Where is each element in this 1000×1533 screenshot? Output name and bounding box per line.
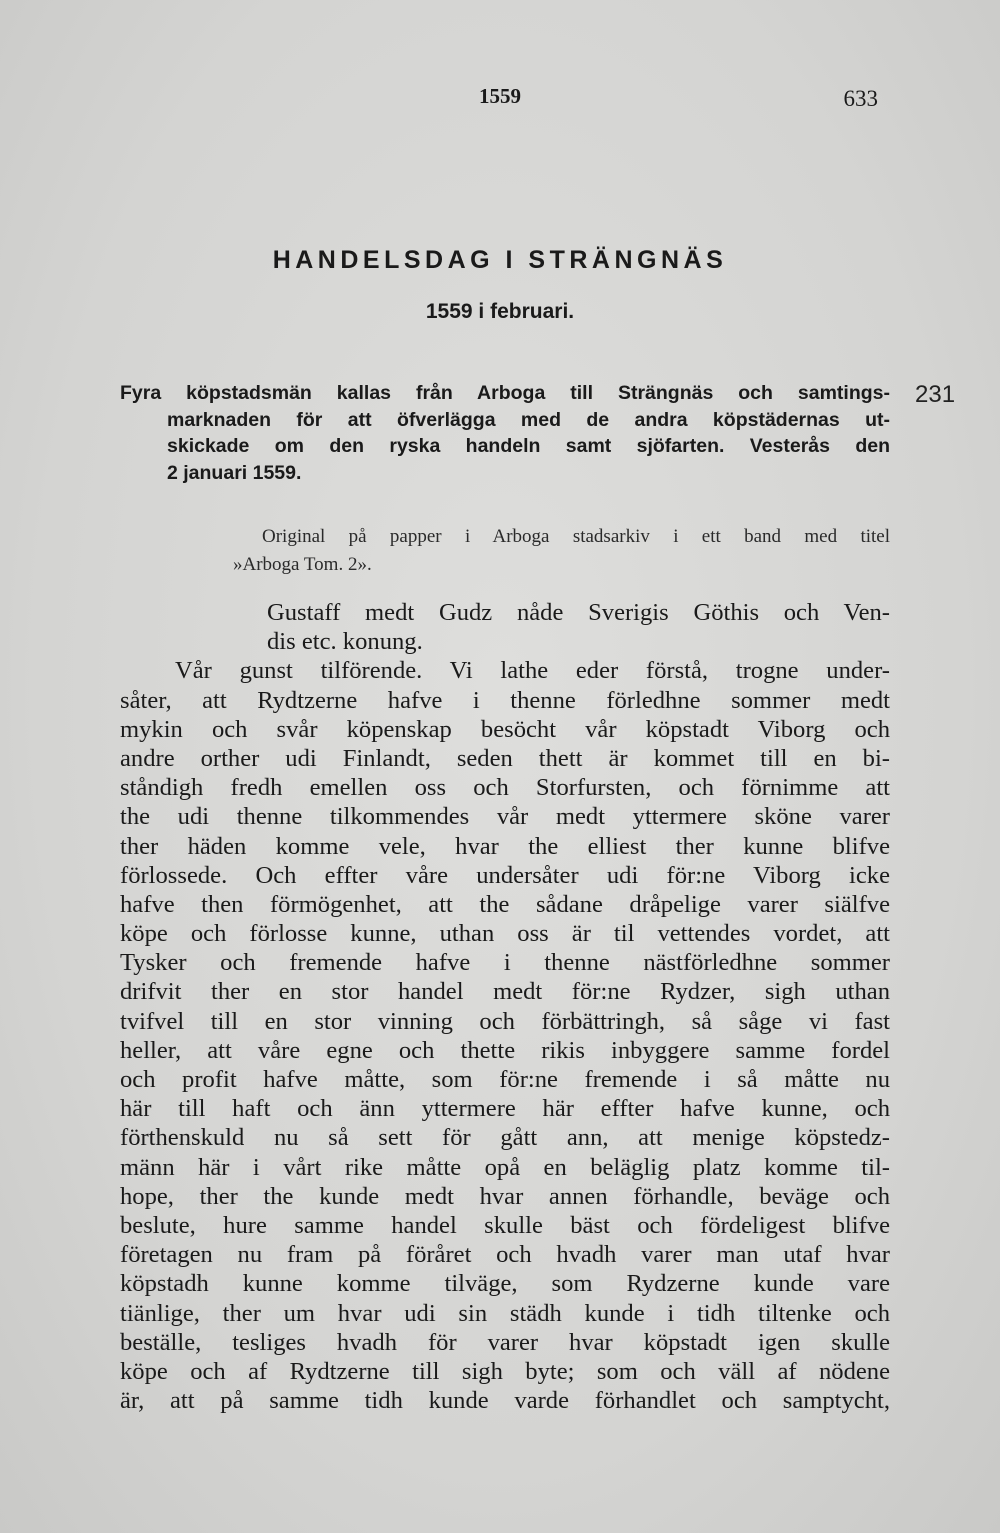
body-line: tiänlige, ther um hvar udi sin städh kunde i tidh tiltenke och [120,1299,890,1327]
body-line: andre orther udi Finlandt, seden thett är kommet till en bi- [120,744,890,772]
body-line: företagen nu fram på föråret och hvadh varer man utaf hvar [120,1241,890,1269]
document-number: 231 [915,381,956,408]
body-line: köpe och af Rydtzerne till sigh byte; som och väll af nödene [120,1357,890,1385]
source-line: Original på papper i Arboga stadsarkiv i ett band med titel [262,526,890,547]
summary-line: skickade om den ryska handeln samt sjöfarten. Vesterås den [167,435,890,457]
summary-line: Fyra köpstadsmän kallas från Arboga till Strängnäs och samtings- [120,382,890,404]
summary-line: 2 januari 1559. [167,461,302,484]
body-line: Gustaff medt Gudz nåde Sverigis Göthis och Ven- [267,599,890,626]
page-number: 633 [843,86,878,111]
body-line: är, att på samme tidh kunde varde förhandlet och samptycht, [120,1387,890,1415]
body-line: och profit hafve måtte, som för:ne fremende i så måtte nu [120,1066,890,1094]
body-line: drifvit ther en stor handel medt för:ne Rydzer, sigh uthan [120,978,890,1006]
body-line: köpe och förlosse kunne, uthan oss är til vettendes vordet, att [120,920,890,948]
body-line: förthenskuld nu så sett för gått ann, att menige köpstedz- [120,1124,890,1152]
letter-body [120,598,890,1415]
body-line: dis etc. konung. [267,628,423,656]
body-line: heller, att våre egne och thette rikis inbyggere samme fordel [120,1036,890,1064]
body-line: hope, ther the kunde medt hvar annen förhandle, beväge och [120,1182,890,1210]
document-summary [120,380,890,486]
document-title: HANDELSDAG I STRÄNGNÄS [272,246,728,274]
body-line: beslute, hure samme handel skulle bäst och fördeligest blifve [120,1211,890,1239]
body-line: ther häden komme vele, hvar the elliest ther kunne blifve [120,832,890,860]
body-line: Vår gunst tilförende. Vi lathe eder förstå, trogne under- [175,657,890,685]
body-line: tvifvel till en stor vinning och förbättringh, så såge vi fast [120,1007,890,1035]
running-header-year: 1559 [479,84,521,108]
body-line: såter, att Rydtzerne hafve i thenne förledhne sommer medt [120,686,890,714]
body-line: här till haft och änn yttermere här effter hafve kunne, och [120,1095,890,1123]
body-line: beställe, tesliges hvadh för varer hvar köpstadt igen skulle [120,1328,890,1356]
body-line: köpstadh kunne komme tilväge, som Rydzerne kunde vare [120,1270,890,1298]
source-line: »Arboga Tom. 2». [233,554,372,575]
body-line: ståndigh fredh emellen oss och Storfursten, och förnimme att [120,774,890,802]
body-line: förlossede. Och effter våre undersåter udi för:ne Viborg icke [120,861,890,889]
body-line: hafve then förmögenhet, att the sådane dråpelige varer siälfve [120,890,890,918]
body-line: männ här i vårt rike måtte opå en beläglig platz komme til- [120,1153,890,1181]
body-line: the udi thenne tilkommendes vår medt yttermere sköne varer [120,803,890,831]
body-line: Tysker och fremende hafve i thenne nästförledhne sommer [120,949,890,977]
document-date: 1559 i februari. [425,300,575,323]
summary-line: marknaden för att öfverlägga med de andra köpstädernas ut- [167,408,890,431]
source-note [120,523,890,579]
body-line: mykin och svår köpenskap besöcht vår köpstadt Viborg och [120,715,890,743]
